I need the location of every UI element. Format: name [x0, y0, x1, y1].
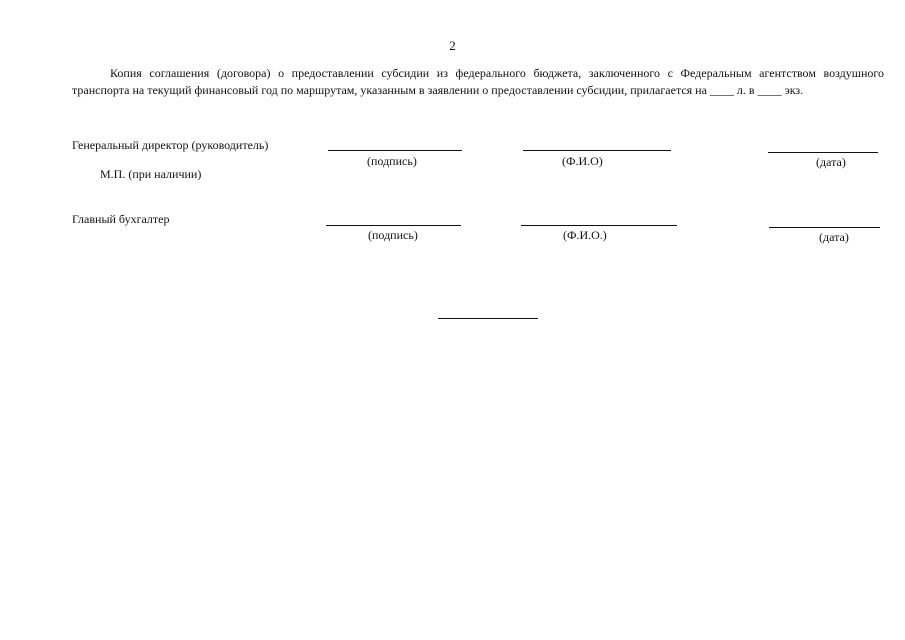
- accountant-name-line: [521, 225, 677, 226]
- director-name-caption: (Ф.И.О): [562, 154, 603, 168]
- director-signature-caption: (подпись): [367, 154, 417, 168]
- paragraph-line-2: транспорта на текущий финансовый год по маршрутам, указанным в заявлении о предоставлении субсидии, прилагается на ____ л. в ____ экз.: [72, 83, 804, 97]
- director-name-line: [523, 150, 671, 151]
- stamp-label: М.П. (при наличии): [100, 167, 202, 181]
- accountant-signature-caption: (подпись): [368, 228, 418, 242]
- end-separator: [438, 318, 538, 319]
- director-date-line: [768, 152, 878, 153]
- attachment-paragraph: [72, 65, 884, 99]
- paragraph-line-1: Копия соглашения (договора) о предоставлении субсидии из федерального бюджета, заключенного с Федеральным агентством воздушного: [110, 66, 884, 80]
- director-signature-line: [328, 150, 462, 151]
- accountant-date-caption: (дата): [819, 230, 849, 244]
- director-date-caption: (дата): [816, 155, 846, 169]
- accountant-date-line: [769, 227, 880, 228]
- accountant-name-caption: (Ф.И.О.): [563, 228, 607, 242]
- accountant-signature-line: [326, 225, 461, 226]
- director-label: Генеральный директор (руководитель): [72, 138, 269, 152]
- accountant-label: Главный бухгалтер: [72, 212, 170, 226]
- page-number: 2: [449, 38, 456, 53]
